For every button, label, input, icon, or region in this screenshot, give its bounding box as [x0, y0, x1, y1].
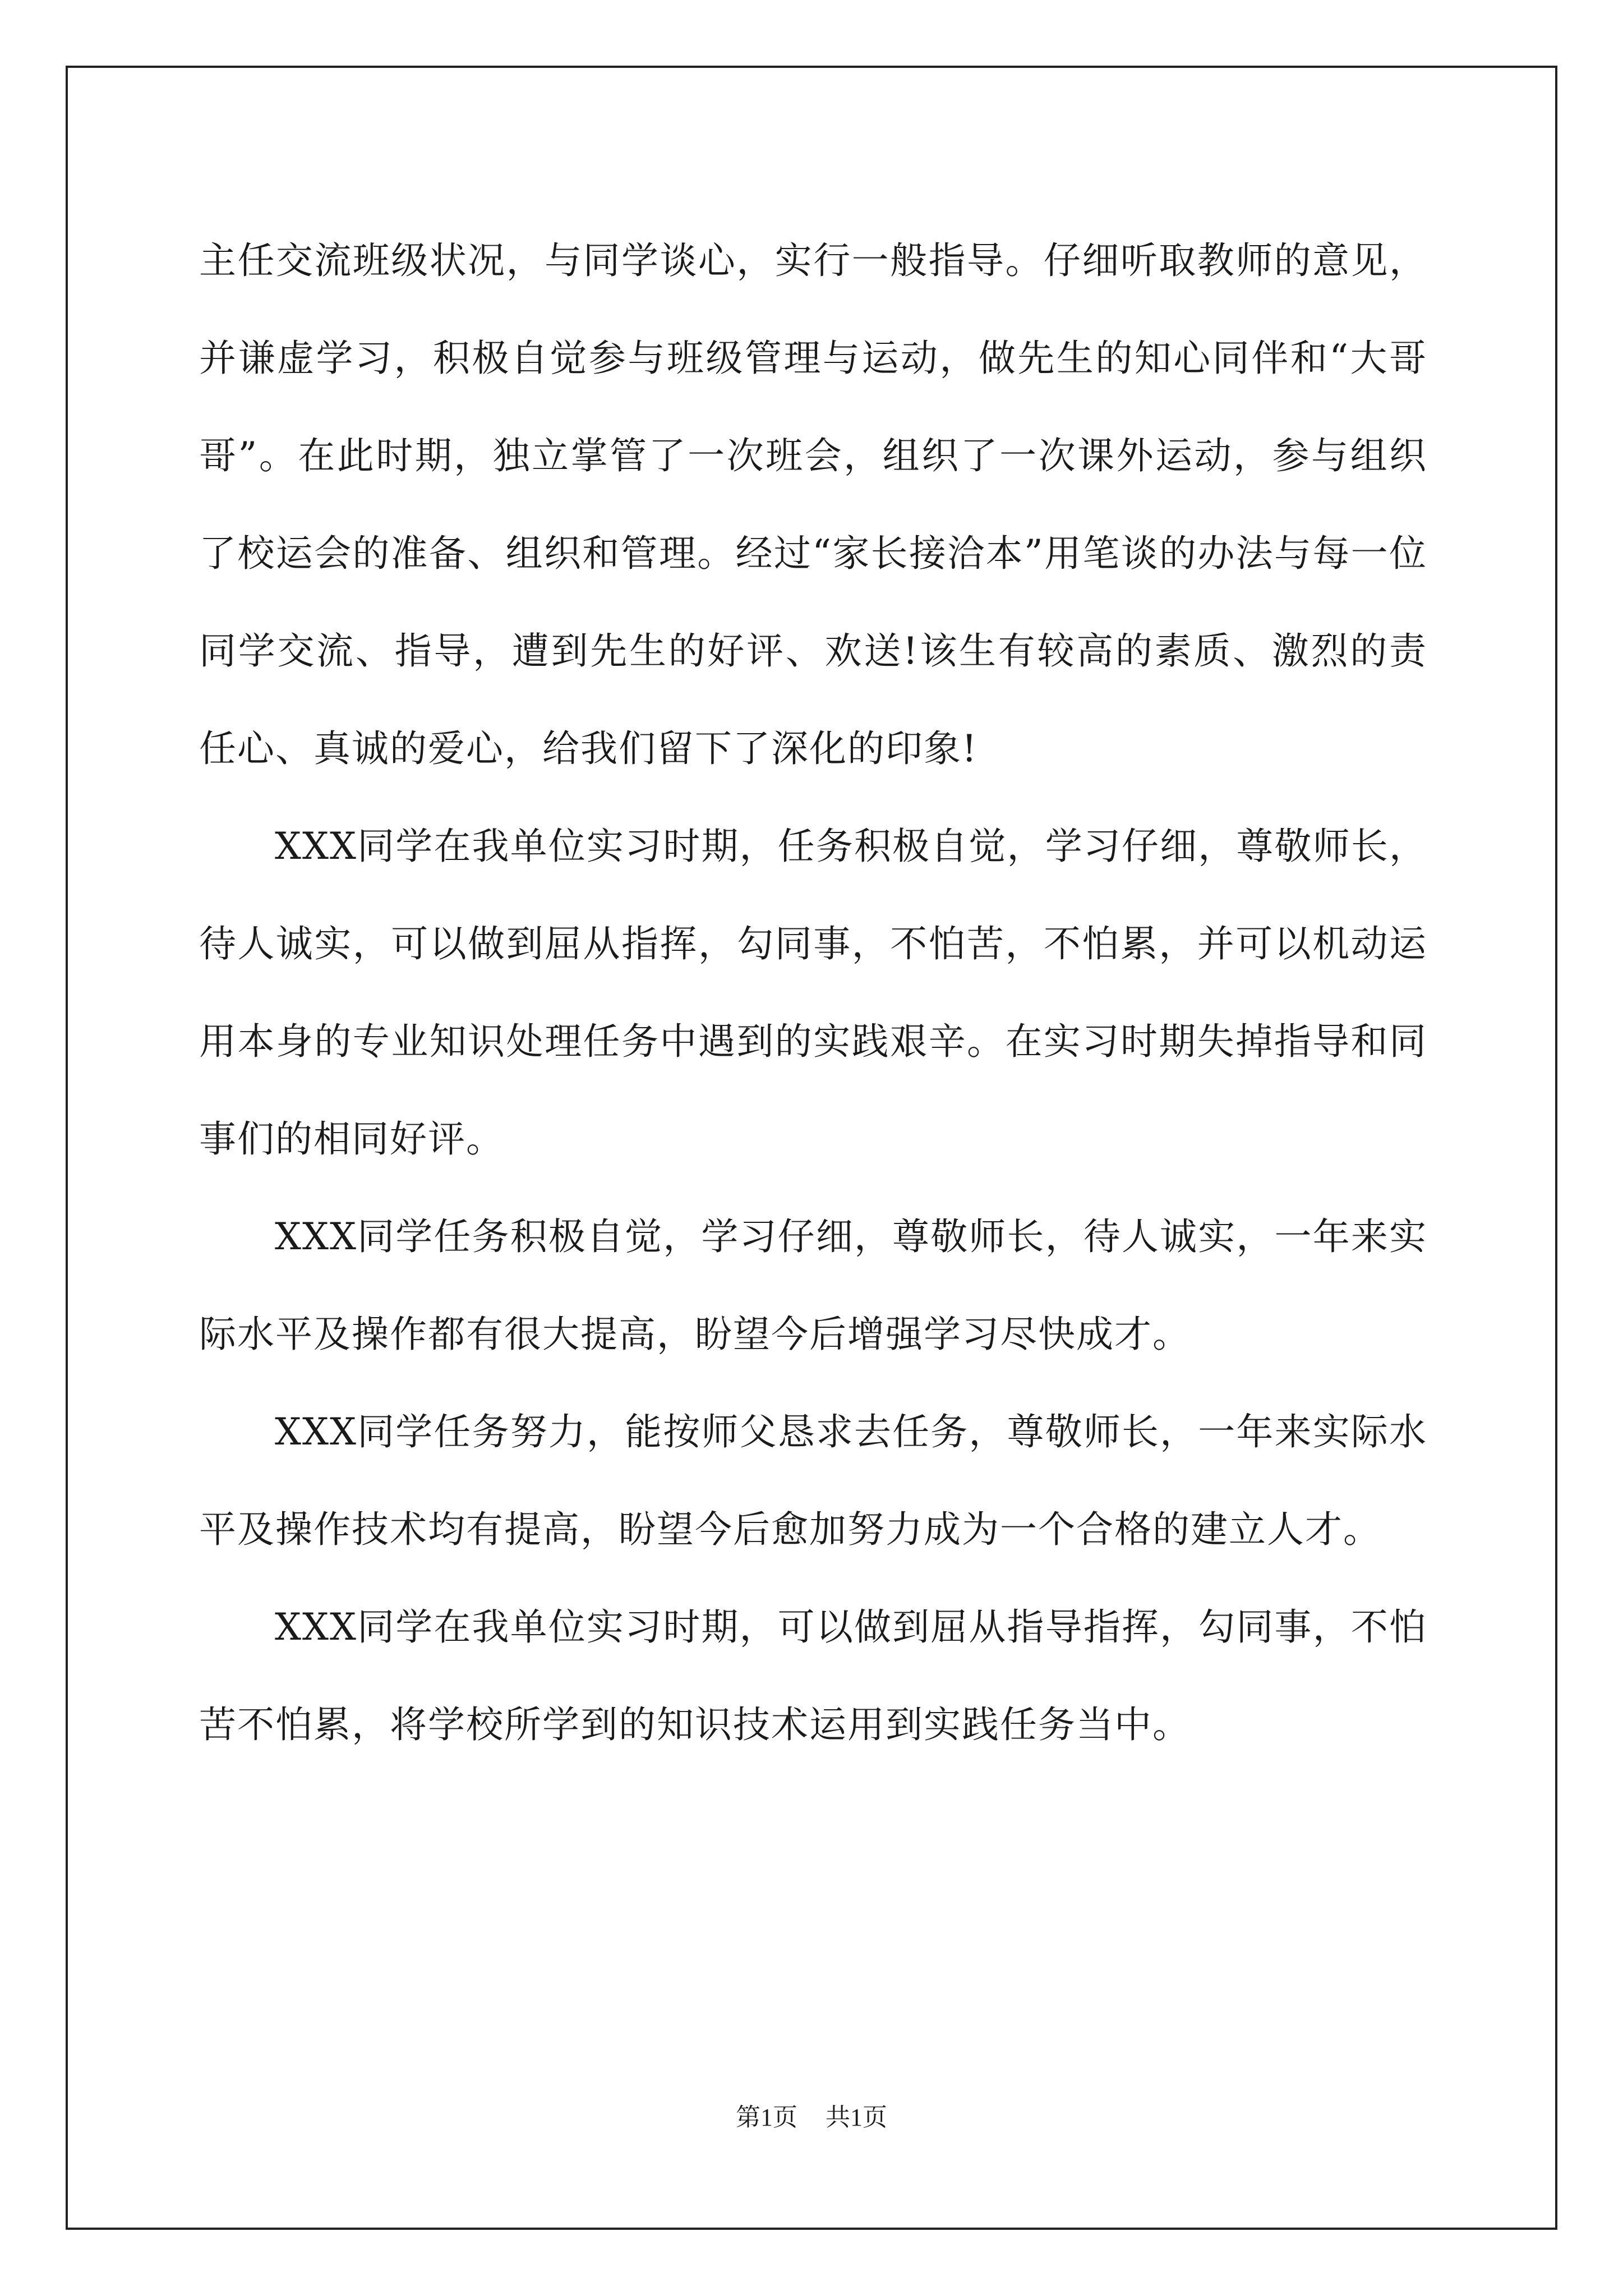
- paragraph-3: XXX同学任务积极自觉，学习仔细，尊敬师长，待人诚实，一年来实际水平及操作都有很大提高，盼望今后增强学习尽快成才。: [199, 1215, 1427, 1356]
- paragraph-4: XXX同学任务努力，能按师父恳求去任务，尊敬师长，一年来实际水平及操作技术均有提高，盼望今后愈加努力成为一个合格的建立人才。: [199, 1410, 1427, 1551]
- paragraph-1: 主任交流班级状况，与同学谈心，实行一般指导。仔细听取教师的意见，并谦虚学习，积极自觉参与班级管理与运动，做先生的知心同伴和“大哥哥”。在此时期，独立掌管了一次班会，组织了一次课外运动，参与组织了校运会的准备、组织和管理。经过“家长接洽本”用笔谈的办法与每一位同学交流、指导，遭到先生的好评、欢送!该生有较高的素质、激烈的责任心、真诚的爱心，给我们留下了深化的印象!: [199, 239, 1427, 770]
- paragraph-2: XXX同学在我单位实习时期，任务积极自觉，学习仔细，尊敬师长，待人诚实，可以做到屈从指挥，勾同事，不怕苦，不怕累，并可以机动运用本身的专业知识处理任务中遇到的实践艰辛。在实习时期失掉指导和同事们的相同好评。: [199, 825, 1427, 1161]
- document-body: [199, 212, 1427, 1774]
- page-number: 第1页: [736, 2104, 797, 2131]
- page-total: 共1页: [826, 2104, 887, 2131]
- paragraph-5: XXX同学在我单位实习时期，可以做到屈从指导指挥，勾同事，不怕苦不怕累，将学校所学到的知识技术运用到实践任务当中。: [199, 1605, 1427, 1746]
- page-footer: [0, 2097, 1623, 2133]
